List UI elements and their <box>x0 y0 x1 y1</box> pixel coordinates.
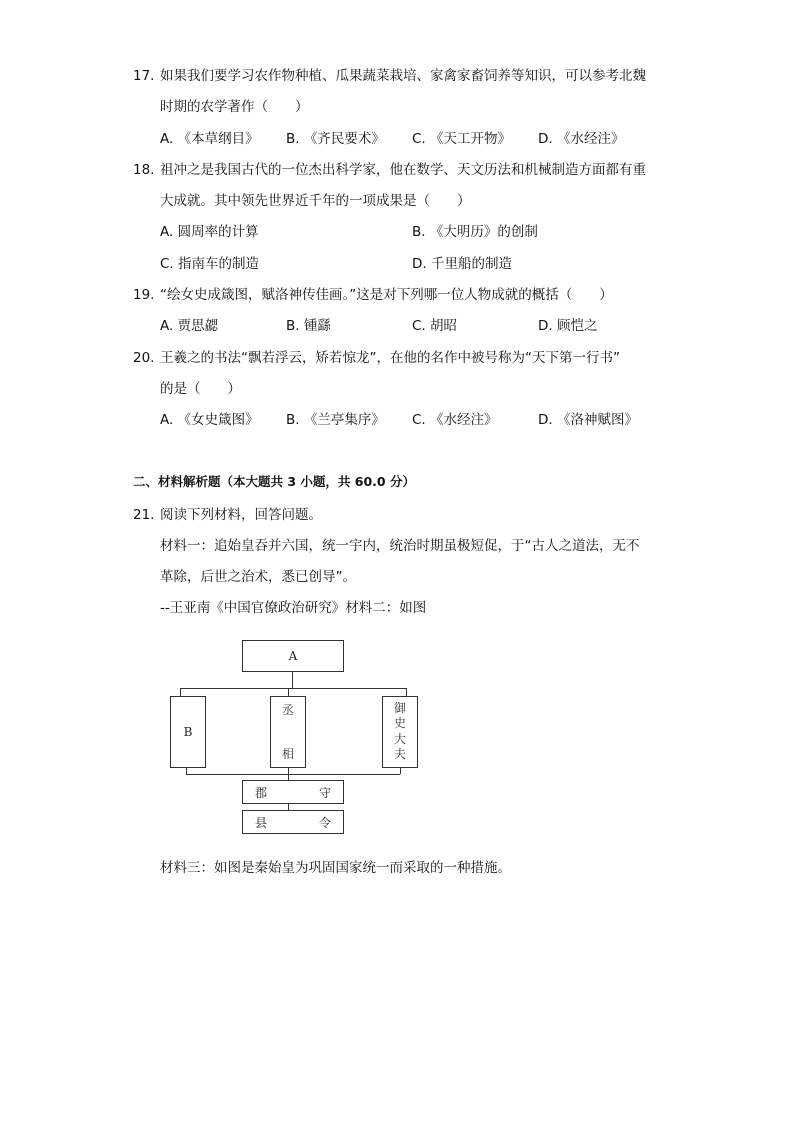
diagram-chancellor-char2: 相 <box>281 747 294 761</box>
section-heading: 二、材料解析题（本大题共 3 小题，共 60.0 分） <box>133 474 415 489</box>
q19-option-b: B. 锺繇 <box>286 318 331 334</box>
q20-stem-line1: 王羲之的书法“飘若浮云，矫若惊龙”，在他的名作中被号称为“天下第一行书” <box>160 350 620 366</box>
q21-intro: 阅读下列材料，回答问题。 <box>160 507 322 523</box>
diagram-box-b-label: B <box>183 725 193 739</box>
q19-option-c: C. 胡昭 <box>412 318 458 334</box>
diagram-chancellor-char1: 丞 <box>281 703 294 717</box>
diagram-connector <box>288 768 289 780</box>
diagram-connector <box>400 768 401 774</box>
diagram-commandery-char1: 郡 <box>255 786 268 800</box>
q20-option-a: A. 《女史箴图》 <box>160 412 259 428</box>
q18-option-a: A. 圆周率的计算 <box>160 224 259 240</box>
q20-option-c: C. 《水经注》 <box>412 412 498 428</box>
diagram-connector <box>292 672 293 688</box>
material1-line1: 材料一：追始皇吞并六国，统一宇内，统治时期虽极短促，于“古人之道法，无不 <box>160 538 640 554</box>
diagram-censor-char4: 夫 <box>393 747 406 761</box>
q17-number: 17. <box>133 68 155 84</box>
q21-number: 21. <box>133 507 155 523</box>
diagram-county-char1: 县 <box>255 816 268 830</box>
q18-option-b: B. 《大明历》的创制 <box>412 224 538 240</box>
diagram-connector <box>180 688 181 696</box>
government-structure-diagram <box>160 634 422 840</box>
diagram-censor-char1: 御 <box>393 701 406 715</box>
diagram-box-a-label: A <box>288 649 298 663</box>
q20-stem-line2: 的是（ ） <box>160 381 241 397</box>
q17-option-b: B. 《齐民要术》 <box>286 131 385 147</box>
diagram-connector <box>288 688 289 696</box>
q17-option-c: C. 《天工开物》 <box>412 131 512 147</box>
diagram-censor-char3: 大 <box>393 732 406 746</box>
material1-line2: 革除，后世之治术，悉已创导”。 <box>160 569 356 585</box>
q18-stem-line1: 祖冲之是我国古代的一位杰出科学家，他在数学、天文历法和机械制造方面都有重 <box>160 162 646 178</box>
diagram-box-commandery <box>242 780 344 804</box>
q18-number: 18. <box>133 162 155 178</box>
q18-option-d: D. 千里船的制造 <box>412 256 512 272</box>
diagram-box-chancellor <box>270 696 306 768</box>
q20-number: 20. <box>133 350 155 366</box>
source-citation: --王亚南《中国官僚政治研究》材料二：如图 <box>160 600 427 616</box>
material3: 材料三：如图是秦始皇为巩固国家统一而采取的一种措施。 <box>160 860 511 876</box>
diagram-box-county <box>242 810 344 834</box>
q18-option-c: C. 指南车的制造 <box>160 256 260 272</box>
q19-number: 19. <box>133 287 155 303</box>
q17-stem-line2: 时期的农学著作（ ） <box>160 99 309 115</box>
diagram-box-b <box>170 696 206 768</box>
diagram-connector <box>180 688 406 689</box>
q20-option-d: D. 《洛神赋图》 <box>538 412 638 428</box>
q17-option-a: A. 《本草纲目》 <box>160 131 259 147</box>
diagram-commandery-char2: 守 <box>318 786 331 800</box>
diagram-box-a <box>242 640 344 672</box>
q18-stem-line2: 大成就。其中领先世界近千年的一项成果是（ ） <box>160 193 471 209</box>
diagram-county-char2: 令 <box>318 816 331 830</box>
diagram-connector <box>186 774 400 775</box>
diagram-box-censor <box>382 696 418 768</box>
q20-option-b: B. 《兰亭集序》 <box>286 412 385 428</box>
diagram-connector <box>406 688 407 696</box>
q19-stem-line1: “绘女史成箴图，赋洛神传佳画。”这是对下列哪一位人物成就的概括（ ） <box>160 287 613 303</box>
q17-option-d: D. 《水经注》 <box>538 131 625 147</box>
q17-stem-line1: 如果我们要学习农作物种植、瓜果蔬菜栽培、家禽家畜饲养等知识，可以参考北魏 <box>160 68 646 84</box>
q19-option-d: D. 顾恺之 <box>538 318 598 334</box>
diagram-censor-char2: 史 <box>393 716 406 730</box>
q19-option-a: A. 贾思勰 <box>160 318 219 334</box>
